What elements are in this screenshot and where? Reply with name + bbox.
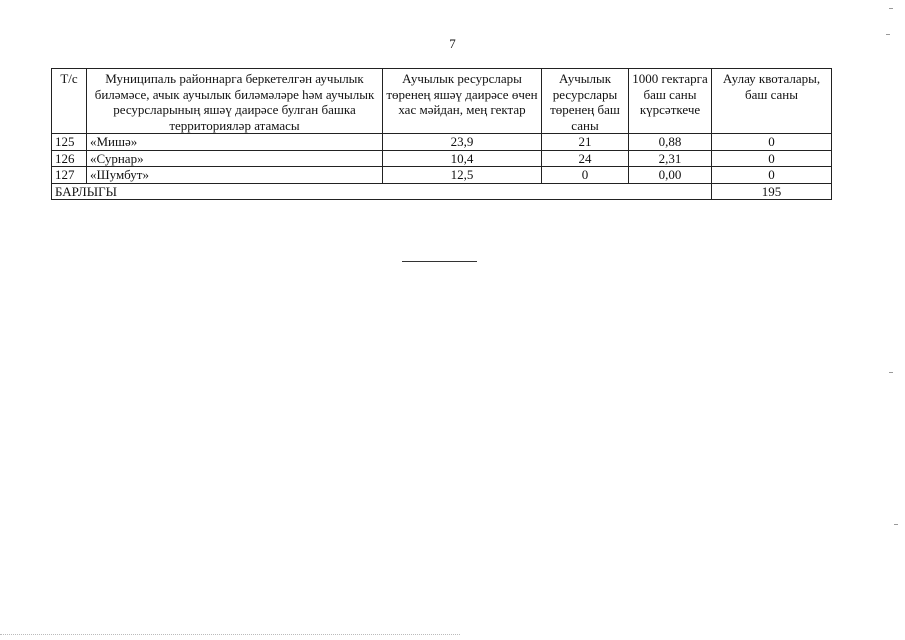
habitat-area-cell: 23,9: [383, 134, 542, 151]
header-population: Аучылык ресурслары төренең баш саны: [542, 69, 629, 134]
row-number-cell: 125: [52, 134, 87, 151]
density-cell: 2,31: [629, 150, 712, 167]
header-density: 1000 гектарга баш саны күрсәткече: [629, 69, 712, 134]
population-cell: 21: [542, 134, 629, 151]
density-cell: 0,00: [629, 167, 712, 184]
scan-mark: [889, 372, 893, 373]
total-value: 195: [712, 183, 832, 200]
total-label: БАРЛЫГЫ: [52, 183, 712, 200]
header-territory-name: Муниципаль районнарга беркетелгән аучылык биләмәсе, ачык аучылык биләмәләре һәм аучылык ресурсларының яшәү даирәсе булган башка территорияләр атамасы: [87, 69, 383, 134]
territory-name-cell: «Мишә»: [87, 134, 383, 151]
territory-name-cell: «Сурнар»: [87, 150, 383, 167]
population-cell: 24: [542, 150, 629, 167]
header-quota: Аулау квоталары, баш саны: [712, 69, 832, 134]
scan-mark: [886, 34, 890, 35]
table-row: [52, 150, 832, 167]
population-cell: 0: [542, 167, 629, 184]
header-row-number: Т/с: [52, 69, 87, 134]
quota-cell: 0: [712, 134, 832, 151]
row-number-cell: 126: [52, 150, 87, 167]
table-header-row: [52, 69, 832, 134]
quota-cell: 0: [712, 150, 832, 167]
habitat-area-cell: 12,5: [383, 167, 542, 184]
quota-cell: 0: [712, 167, 832, 184]
hunting-quota-table: [51, 68, 832, 200]
table-row: [52, 167, 832, 184]
table-row: [52, 134, 832, 151]
row-number-cell: 127: [52, 167, 87, 184]
page-number: 7: [449, 36, 456, 51]
total-row: [52, 183, 832, 200]
header-habitat-area: Аучылык ресурслары төренең яшәү даирәсе өчен хас мәйдан, мең гектар: [383, 69, 542, 134]
scan-mark: [889, 8, 893, 9]
density-cell: 0,88: [629, 134, 712, 151]
habitat-area-cell: 10,4: [383, 150, 542, 167]
scan-mark: [894, 524, 898, 525]
end-divider-line: [402, 261, 477, 262]
territory-name-cell: «Шумбут»: [87, 167, 383, 184]
scan-edge-line: [0, 634, 460, 635]
